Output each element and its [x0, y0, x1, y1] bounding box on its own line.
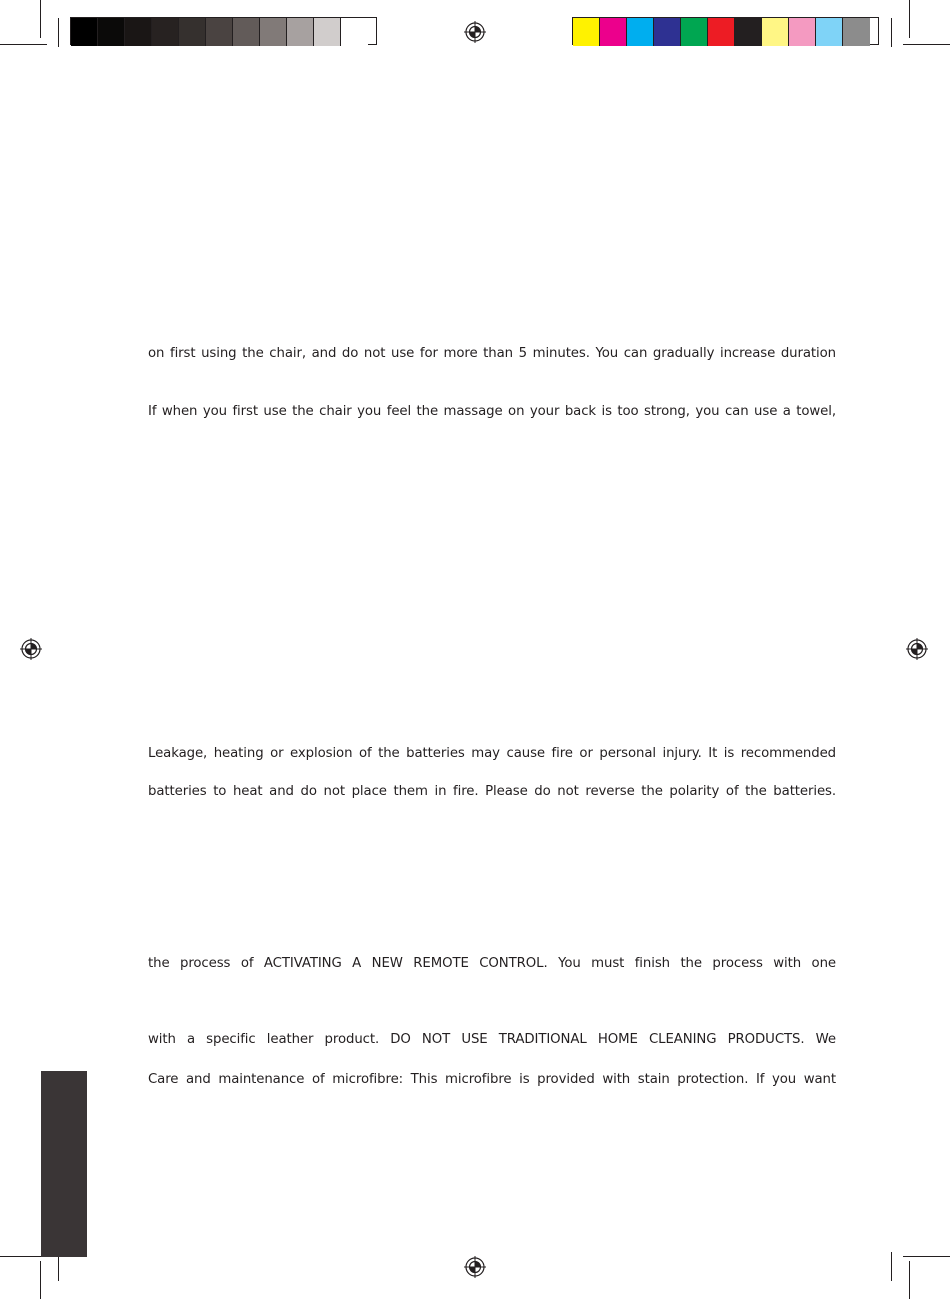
text-line-microfibre-care: Care and maintenance of microfibre: This microfibre is provided with stain protection. If you want: [148, 1072, 836, 1087]
text-line-leather-cleaning: with a specific leather product. DO NOT USE TRADITIONAL HOME CLEANING PRODUCTS. We: [148, 1032, 836, 1047]
color-swatch-11: [843, 18, 870, 46]
color-swatch-2: [600, 18, 627, 46]
registration-mark-top-icon: [464, 21, 486, 43]
crop-mark-bottom-left-v: [40, 1261, 41, 1299]
crop-mark-bottom-left-h: [0, 1256, 47, 1257]
color-swatch-7: [735, 18, 762, 46]
color-swatch-9: [789, 18, 816, 46]
process-color-bar: [572, 17, 879, 45]
side-tab-block: [41, 1071, 87, 1257]
gray-swatch-2: [98, 18, 125, 46]
registration-mark-bottom-icon: [464, 1256, 486, 1278]
gray-swatch-4: [152, 18, 179, 46]
crop-mark-top-right-h: [903, 44, 950, 45]
color-swatch-3: [627, 18, 654, 46]
gray-swatch-10: [314, 18, 341, 46]
crop-mark-top-right-v2: [891, 18, 892, 47]
color-swatch-6: [708, 18, 735, 46]
crop-mark-top-right-v: [909, 0, 910, 38]
text-line-battery-leakage: Leakage, heating or explosion of the batteries may cause fire or personal injury. It is recommended: [148, 746, 836, 761]
color-swatch-8: [762, 18, 789, 46]
gray-swatch-5: [179, 18, 206, 46]
color-swatch-10: [816, 18, 843, 46]
color-swatch-4: [654, 18, 681, 46]
text-line-battery-polarity: batteries to heat and do not place them in fire. Please do not reverse the polarity of the batteries.: [148, 784, 836, 799]
registration-mark-left-icon: [20, 638, 42, 660]
gray-swatch-3: [125, 18, 152, 46]
gray-swatch-9: [287, 18, 314, 46]
gray-swatch-11: [341, 18, 368, 46]
crop-mark-top-left-v: [40, 0, 41, 38]
grayscale-color-bar: [70, 17, 377, 45]
gray-swatch-1: [71, 18, 98, 46]
crop-mark-top-left-v2: [58, 18, 59, 47]
registration-mark-right-icon: [906, 638, 928, 660]
gray-swatch-6: [206, 18, 233, 46]
crop-mark-bottom-right-v: [909, 1261, 910, 1299]
gray-swatch-8: [260, 18, 287, 46]
color-swatch-5: [681, 18, 708, 46]
color-swatch-1: [573, 18, 600, 46]
text-line-massage-strength: If when you first use the chair you feel the massage on your back is too strong, you can use a towel,: [148, 404, 836, 419]
crop-mark-bottom-right-h: [903, 1256, 950, 1257]
crop-mark-bottom-right-v2: [891, 1252, 892, 1281]
gray-swatch-7: [233, 18, 260, 46]
text-line-chair-duration: on first using the chair, and do not use for more than 5 minutes. You can gradually increase duration: [148, 346, 836, 361]
crop-mark-top-left-h: [0, 44, 47, 45]
text-line-remote-activation: the process of ACTIVATING A NEW REMOTE CONTROL. You must finish the process with one: [148, 956, 836, 971]
